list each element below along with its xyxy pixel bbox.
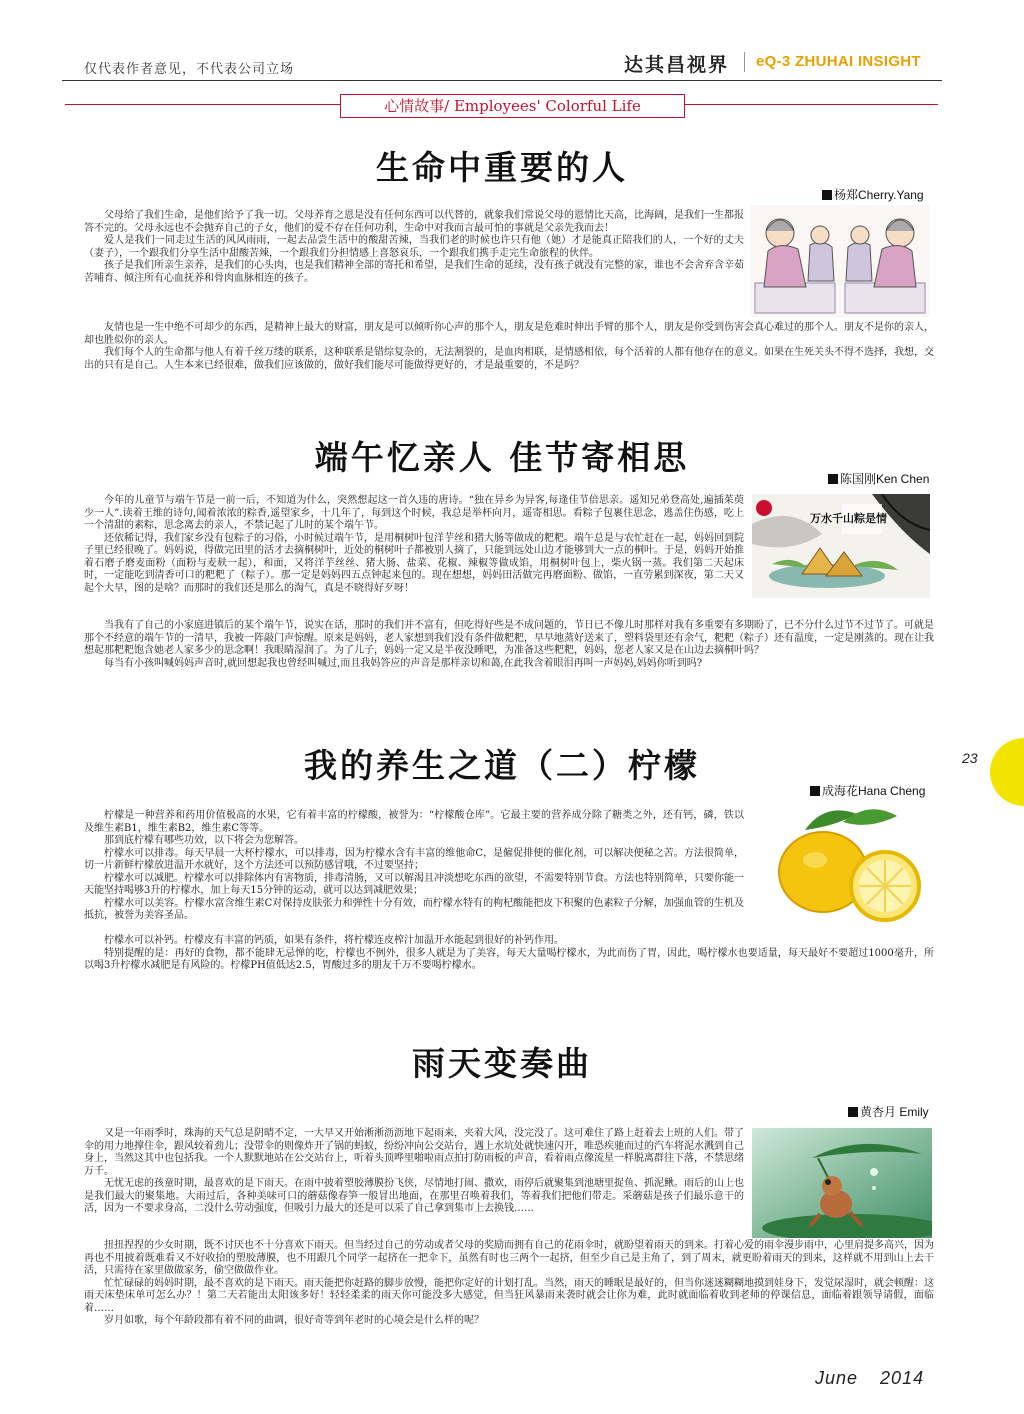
paragraph: 那到底柠檬有哪些功效，以下将会为您解答。 xyxy=(104,835,304,846)
paragraph: 柠檬是一种营养和药用价值极高的水果，它有着丰富的柠檬酸，被誉为：“柠檬酸仓库”。它最主要的营养成分除了糖类之外，还有钙，磷，铁以及维生素B1，维生素B2，维生素C等等。 xyxy=(84,810,744,834)
article-body-wide xyxy=(84,620,934,670)
paragraph: 柠檬水可以排毒。每天早晨一大杯柠檬水，可以排毒，因为柠檬水含有丰富的维他命C，是僱促排便的催化剂，可以解决便秘之苦。方法很简单，切一片新鲜柠檬放进温开水就好，这个方法还可以预防感冒哦，不过要坚持； xyxy=(84,847,744,871)
banner-line-right xyxy=(683,104,938,105)
page-tab xyxy=(990,738,1024,806)
article-author: 黄杏月 Emily xyxy=(848,1103,929,1120)
article-body-wide xyxy=(84,1240,934,1328)
paragraph: 柠檬水可以减肥。柠檬水可以排除体内有害物质，排毒清肠，又可以解渴且冲淡想吃东西的欲望，不需要特别节食。方法也特别简单，只要你能一天能坚持喝够3升的柠檬水，加上每天15分钟的运动，就可以达到减肥效果； xyxy=(84,872,744,896)
article-body xyxy=(84,810,744,923)
article-author: 杨郑Cherry.Yang xyxy=(822,186,924,203)
paragraph: 扭扭捏捏的少女时期，既不讨厌也不十分喜欢下雨天。但当经过自己的劳动或者父母的奖励而拥有自己的花雨伞时，就盼望着雨天的到来。打着心爱的雨伞漫步雨中，心里肩提多高兴，因为再也不用披着既难看又不好收拾的塑胶薄膜，也不用跟几个同学一起挤在一把伞下，虽然有时也三两个一起挤，但至少自己是主角了，到了周末，就更盼着雨天的到来，这样就不用到山上去干活，只需待在家里做做家务，偷空做做作业。 xyxy=(84,1240,934,1276)
paragraph: 我们每个人的生命都与他人有着千丝万缕的联系，这种联系是错综复杂的，无法割裂的，是血肉相联，是情感相依，每个活着的人都有他存在的意义。如果在生死关头不得不选择，我想，交出的只有是自己。人生本来已经很难，做我们应该做的，做好我们能尽可能做得更好的，才是最重要的，不是吗？ xyxy=(84,347,934,371)
article-body xyxy=(84,210,744,285)
article-title-rainy-day: 雨天变奏曲 xyxy=(412,1044,592,1083)
frog-in-rain-photo xyxy=(752,1128,932,1238)
article-body-wide xyxy=(84,322,934,372)
issue-month: June xyxy=(815,1368,859,1388)
paragraph: 今年的儿童节与端午节是一前一后，不知道为什么，突然想起这一首久违的唐诗。“独在异乡为异客,每逢佳节倍思亲。遥知兄弟登高处,遍插茱萸少一人”.读着王维的诗句,闻着浓浓的粽香,遥望家乡，十几年了，每到这个时候，我总是举杯向月，遥寄相思。看粽子包裹住思念，逃盖住伤感，吃上一个清甜的素粽，思念离去的亲人，不禁记起了儿时的某个端午节。 xyxy=(84,495,744,531)
paragraph: 每当有小孩叫喊妈妈声音时,就回想起我也曾经叫喊过,而且我妈答应的声音是那样亲切和蔼,在此我含着眼泪再叫一声妈妈,妈妈你听到吗? xyxy=(104,657,703,669)
image-caption: 万水千山粽是情 xyxy=(810,512,887,525)
issue-date xyxy=(815,1368,924,1389)
paragraph: 岁月如歌，每个年龄段都有着不同的曲调，很好奇等到年老时的心境会是什么样的呢？ xyxy=(104,1315,484,1326)
article-author: 成海花Hana Cheng xyxy=(810,782,925,799)
section-banner: 心情故事/ Employees' Colorful Life xyxy=(340,94,685,118)
author-marker-icon xyxy=(828,474,838,484)
article-body-wide xyxy=(84,935,934,973)
paragraph: 特别提醒的是：再好的食物，都不能肆无忌惮的吃，柠檬也不例外，很多人就是为了美容，每天大量喝柠檬水，为此而伤了胃，因此，喝柠檬水也要适量，每天最好不要超过1000毫升，所以喝3升柠檬水减肥是有风险的。柠檬PH值低达2.5，胃酸过多的朋友千万不要喝柠檬水。 xyxy=(84,947,934,971)
header-disclaimer: 仅代表作者意见，不代表公司立场 xyxy=(84,62,295,77)
paragraph: 无忧无虑的孩童时期，最喜欢的是下雨天。在雨中披着塑胶薄膜扮飞侠，尽情地打闹、撒欢，雨停后就聚集到池塘里捉鱼、抓泥鳅。雨后的山上也是我们最大的聚集地。大雨过后，各种美味可口的蘑菇像春笋一般冒出地面，在那里召唤着我们，等着我们把他们带走。采蘑菇是孩子们最乐意干的活，因为一不要求身高，二没什么劳动强度，但吸引力最大的还是可以采了自己拿到集市上去换钱…… xyxy=(84,1178,744,1214)
paragraph: 当我有了自己的小家庭进镇后的某个端午节，说实在话，那时的我们并不富有，但吃得好些是不成问题的，节日已不像儿时那样对我有多重要有多期盼了，已不分什么过节不过节了。可就是那个不经意的端午节的一清早，我被一阵敲门声惊醒。原来是妈妈，老人家想到我们没有条件做粑粑，早早地蒸好送来了，塑料袋里还有余气，粑粑（粽子）还有温度，一定是刚蒸的。现在让我想起那粑粑饱含她老人家多少的思念啊！我眼睛湿润了。为了儿子，妈妈一定又是半夜没睡吧，为准备这些粑粑，妈妈，您老人家又是在山边去摘桐叶吗？ xyxy=(84,620,934,656)
brand-name-english: eQ-3 ZHUHAI INSIGHT xyxy=(756,53,921,70)
author-marker-icon xyxy=(810,786,820,796)
paragraph: 友情也是一生中绝不可却少的东西，是精神上最大的财富，朋友是可以倾听你心声的那个人，朋友是危难时伸出手臂的那个人，朋友是你受到伤害会真心难过的那个人。朋友不是你的亲人，却也胜似你的亲人。 xyxy=(84,322,934,346)
header-rule xyxy=(62,80,942,81)
article-author: 陈国刚Ken Chen xyxy=(828,470,929,487)
issue-year: 2014 xyxy=(880,1368,925,1388)
article-title-important-people: 生命中重要的人 xyxy=(376,148,628,187)
elderly-mother-icon xyxy=(750,205,930,317)
paragraph: 忙忙碌碌的妈妈时期，最不喜欢的是下雨天。雨天能把你赶路的脚步放慢，能把你定好的计划打乱。当然，雨天的睡眠是最好的，但当你迷迷糊糊地摸到娃身下，发觉尿湿时，就会顿醒：这雨天床垫床单可怎么办？！第二天若能出太阳该多好！轻轻柔柔的雨天你可能没多大感觉，但当狂风暴雨来袭时就会让你为难，此时就面临着收到老师的停课信息，面临着跟领导请假，面临着…… xyxy=(84,1277,934,1314)
lemon-photo xyxy=(765,800,925,926)
article-title-lemon: 我的养生之道（二）柠檬 xyxy=(304,746,700,785)
brand-name-chinese: 达其昌视界 xyxy=(624,54,730,76)
article-body xyxy=(84,1128,744,1216)
banner-line-left xyxy=(65,104,341,105)
paragraph: 还依稀记得，我们家乡没有包粽子的习俗，小时候过端午节，是用桐树叶包洋芋丝和猪大肠等做成的粑粑。端午总是与农忙赶在一起，妈妈回到院子里已经很晚了。妈妈说，得做完田里的活才去摘桐树叶，近处的桐树叶子都被别人摘了，只能到远处山边才能够到大一点的桐叶。于是，妈妈开始推着石磨子磨麦面粉（面粉与麦麸一起），和面，又将洋芋丝丝、猪大肠、盐菜、花椒、辣椒等做成馅，用桐树叶包上，柴火锅一蒸。我们第二天起床时，一定能吃到清香可口的粑粑了（粽子）。那一定是妈妈四五点钟起来包的。现在想想，妈妈田活做完再磨面粉、做馅，一直劳累到深夜，第二天又起个大早，图的是啥？而那时的我们还是那么的淘气，真是不晓得好歹呀！ xyxy=(84,532,744,594)
frog-icon xyxy=(752,1128,932,1238)
article-title-dragon-boat: 端午忆亲人 佳节寄相思 xyxy=(314,438,690,477)
paragraph: 又是一年雨季时，珠海的天气总是阴晴不定，一大早又开始淅淅沥沥地下起雨来，夹着大风，没完没了。这可难住了路上赶着去上班的人们。带了伞的用力地撑住伞，跟风较着劲儿；没带伞的则像炸开了锅的蚂蚁，纷纷冲向公交站台，遇上水坑处就快速闪开，唯恐疾驰而过的汽车将泥水溅到自己身上，当然这其中也包括我。一个人默默地站在公交站台上，听着头顶哗里啪啦雨点拍打防雨板的声音，看着雨点像流星一样脱离群往下落，不禁思绪万千。 xyxy=(84,1128,744,1177)
article-body xyxy=(84,495,744,595)
paragraph: 父母给了我们生命，是他们给予了我一切。父母养育之恩是没有任何东西可以代替的，就象我们常说父母的恩情比天高，比海阔，是我们一生都报答不完的。父母永远也不会抛弃自己的子女，他们的爱不存在任何功利，生命中对我而言最可怕的事就是父亲先我而去！ xyxy=(84,210,744,234)
paragraph: 柠檬水可以补钙。柠檬皮有丰富的钙质，如果有条件，将柠檬连皮榨汁加温开水能起到很好的补钙作用。 xyxy=(104,935,564,946)
page-number: 23 xyxy=(962,750,978,766)
parent-care-illustration xyxy=(750,205,930,317)
lemon-icon xyxy=(765,800,925,926)
brand-separator xyxy=(744,52,745,72)
author-marker-icon xyxy=(822,190,832,200)
paragraph: 爱人是我们一同走过生活的风风雨雨，一起去品尝生活中的酸甜苦辣，当我们老的时候也许只有他（她）才是能真正陪我们的人，一个好的丈夫（妻子），一个跟我们分享生活中甜酸苦辣，一个跟我们分担情感上喜怒哀乐，一个跟我们携手走完生命旅程的伙伴。 xyxy=(84,235,744,259)
paragraph: 孩子是我们所亲生亲养，是我们的心头肉，也是我们精神全部的寄托和希望，是我们生命的延续，没有孩子就没有完整的家，谁也不会舍弃含辛茹苦哺育、倾注所有心血抚养和骨肉血脉相连的孩子。 xyxy=(84,260,744,284)
paragraph: 柠檬水可以美容。柠檬水富含维生素C对保持皮肤张力和弹性十分有效，而柠檬水特有的枸杞酸能把皮下积聚的色素粒子分解，加强血管的生机及抵抗，被誉为美容圣品。 xyxy=(84,897,744,921)
zongzi-illustration xyxy=(752,494,930,598)
author-marker-icon xyxy=(848,1107,858,1117)
